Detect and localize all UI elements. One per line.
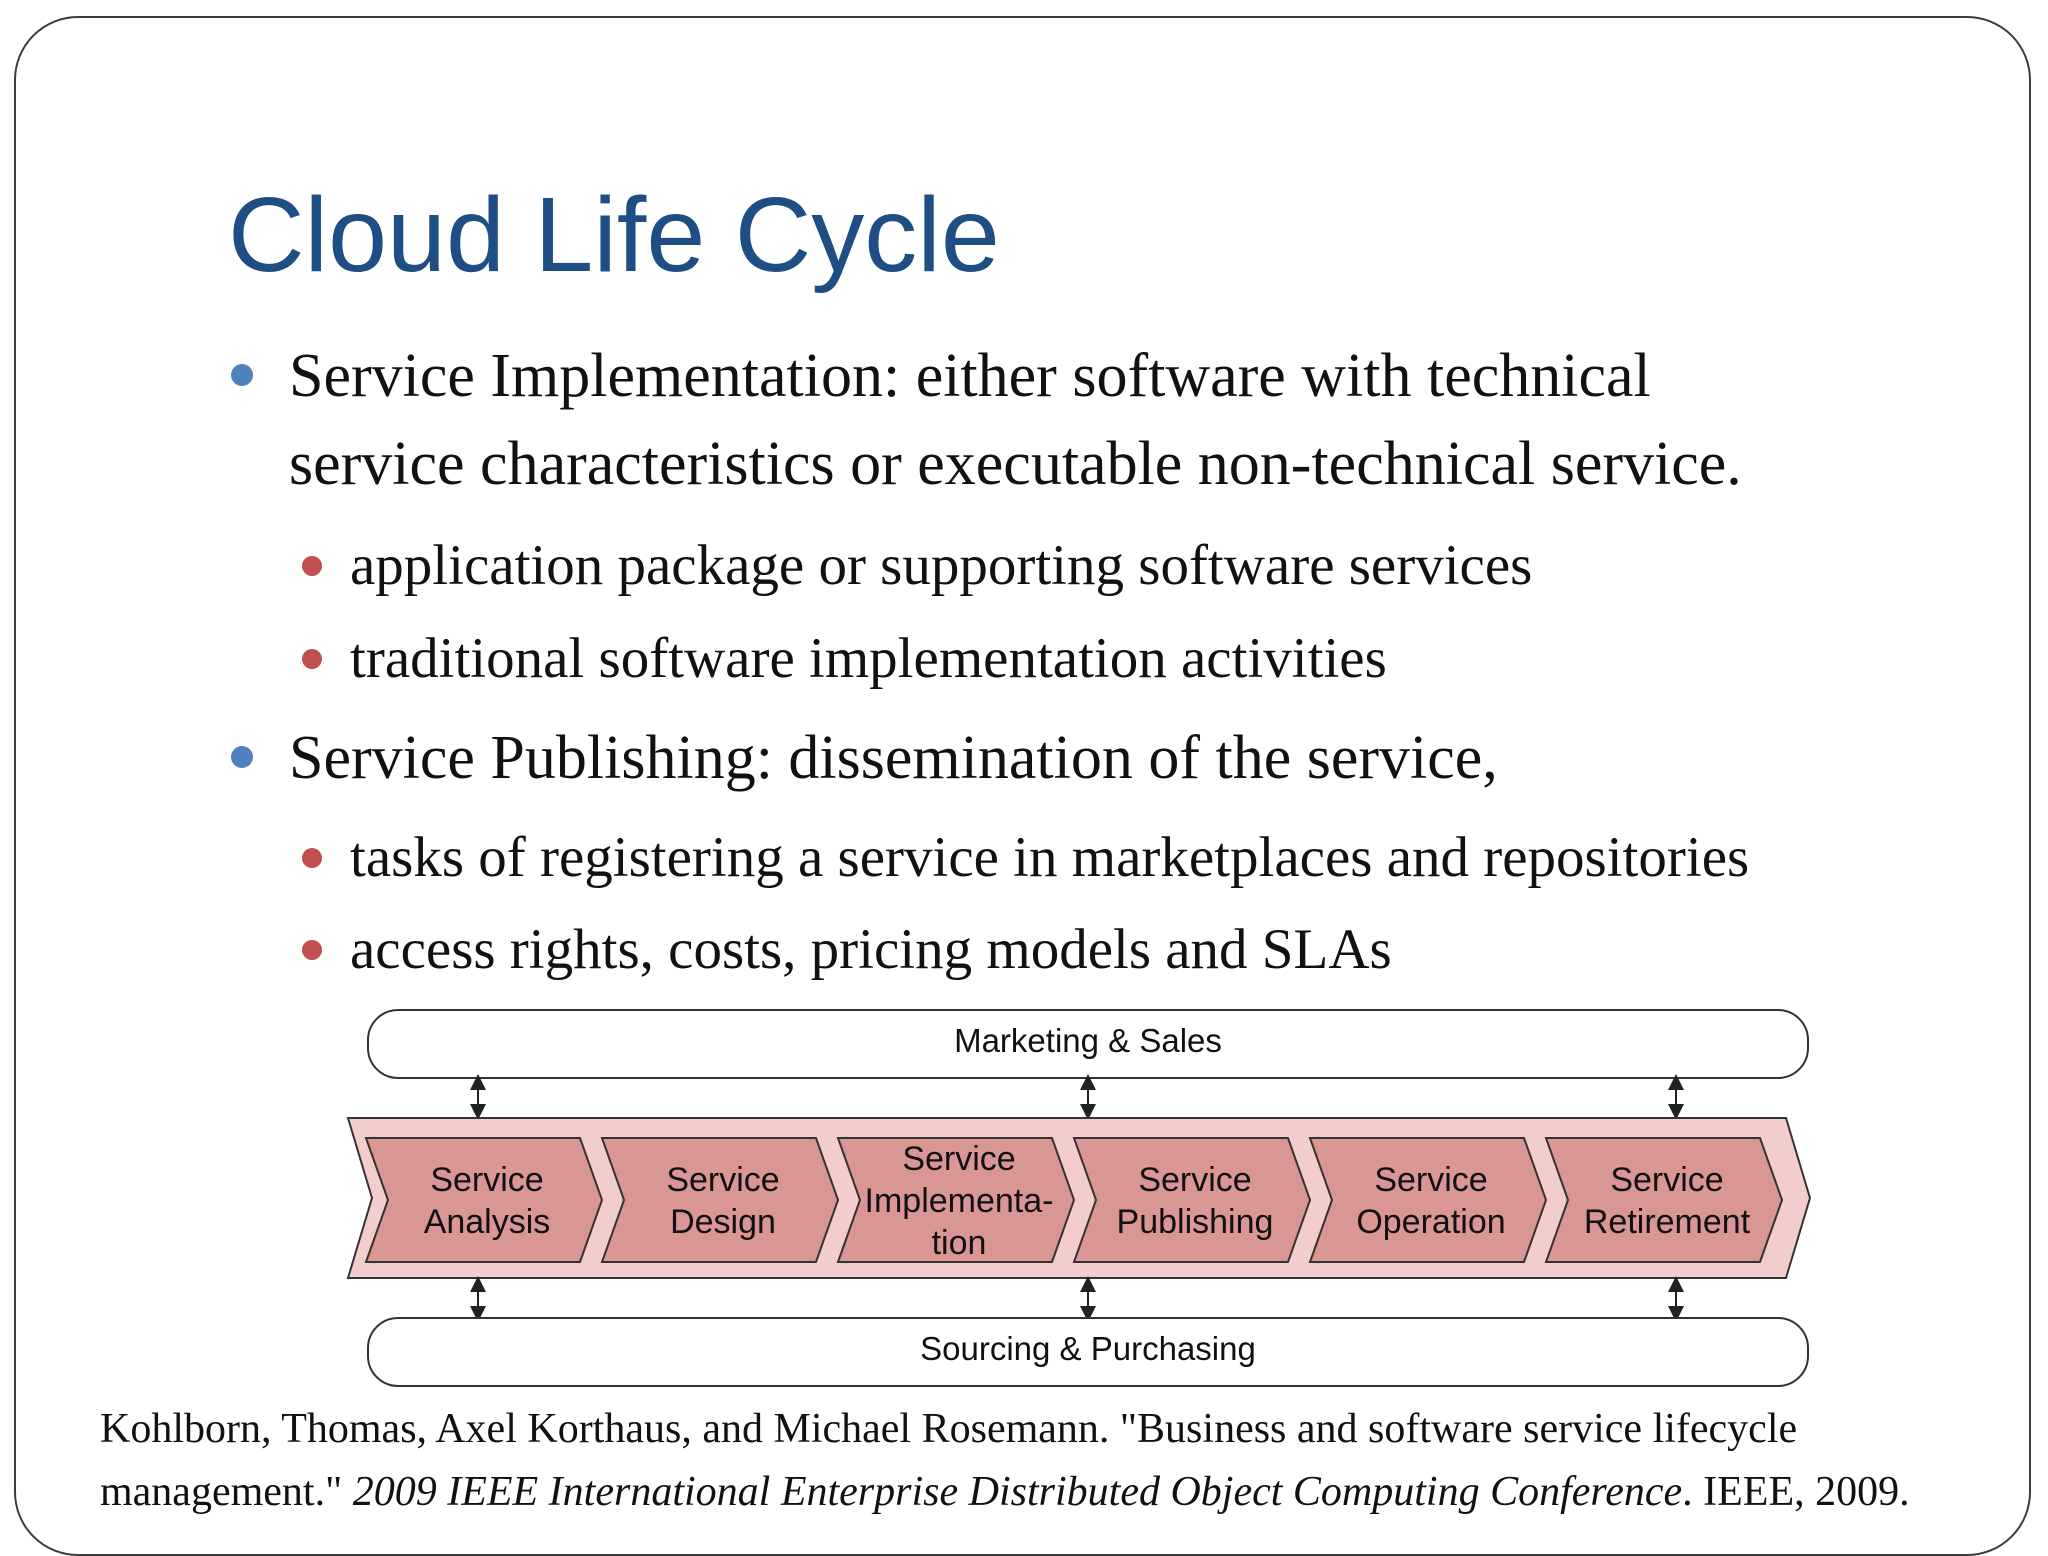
stage-label: Implementa- — [864, 1182, 1054, 1220]
bullet-dot — [231, 364, 253, 386]
connector-arrows-top — [478, 1082, 1676, 1112]
sub-bullet-access-rights — [350, 910, 1392, 990]
stage-label: Analysis — [423, 1203, 551, 1241]
bullet-line: service characteristics or executable non-technical service. — [289, 430, 1742, 498]
service-lifecycle-diagram — [340, 1000, 1820, 1400]
stage-label: Service — [430, 1161, 544, 1199]
bullet-dot — [302, 556, 322, 576]
stage-label: Service — [1374, 1161, 1488, 1199]
bullet-text: traditional software implementation activities — [350, 627, 1387, 690]
stage-chevron — [1546, 1138, 1782, 1262]
sub-bullet-application-package — [350, 526, 1532, 606]
slide-title: Cloud Life Cycle — [228, 176, 1000, 294]
stage-label: Operation — [1356, 1203, 1506, 1241]
bullet-dot — [302, 848, 322, 868]
marketing-sales-label: Marketing & Sales — [954, 1022, 1222, 1059]
sourcing-purchasing-label: Sourcing & Purchasing — [920, 1330, 1256, 1367]
stage-chevron — [1310, 1138, 1546, 1262]
stage-label: Design — [670, 1203, 776, 1241]
stage-chevron — [366, 1138, 602, 1262]
bullet-dot — [231, 746, 253, 768]
bullet-text: tasks of registering a service in marketplaces and repositories — [350, 826, 1750, 889]
bullet-dot — [302, 940, 322, 960]
bullet-line: Service Implementation: either software with technical — [289, 342, 1651, 410]
sub-bullet-registering-service — [350, 818, 1749, 898]
stage-label: Service — [666, 1161, 780, 1199]
stage-chevron — [602, 1138, 838, 1262]
stage-label: Service — [1138, 1161, 1252, 1199]
bullet-text: Service Publishing: dissemination of the service, — [289, 724, 1498, 792]
bullet-text: access rights, costs, pricing models and SLAs — [350, 918, 1392, 981]
bullet-text: application package or supporting software services — [350, 534, 1533, 597]
stage-label: Service — [1610, 1161, 1724, 1199]
stage-chevron — [1074, 1138, 1310, 1262]
bullet-dot — [302, 649, 322, 669]
stage-label: Retirement — [1583, 1203, 1751, 1241]
stage-label: Service — [902, 1140, 1016, 1178]
citation-authors: Kohlborn, Thomas, Axel Korthaus, and Michael Rosemann. "Business and software service lifecycle management." — [100, 1406, 1798, 1515]
citation-venue: 2009 IEEE International Enterprise Distributed Object Computing Conference — [352, 1469, 1683, 1515]
sub-bullet-traditional-software — [350, 619, 1387, 699]
citation-tail: . IEEE, 2009. — [1682, 1469, 1910, 1515]
stage-label: Publishing — [1116, 1203, 1274, 1241]
stage-label: tion — [931, 1224, 987, 1262]
citation — [100, 1398, 2000, 1524]
connector-arrows-bottom — [478, 1284, 1676, 1314]
bullet-service-implementation — [289, 332, 1742, 508]
bullet-service-publishing — [289, 714, 1498, 802]
